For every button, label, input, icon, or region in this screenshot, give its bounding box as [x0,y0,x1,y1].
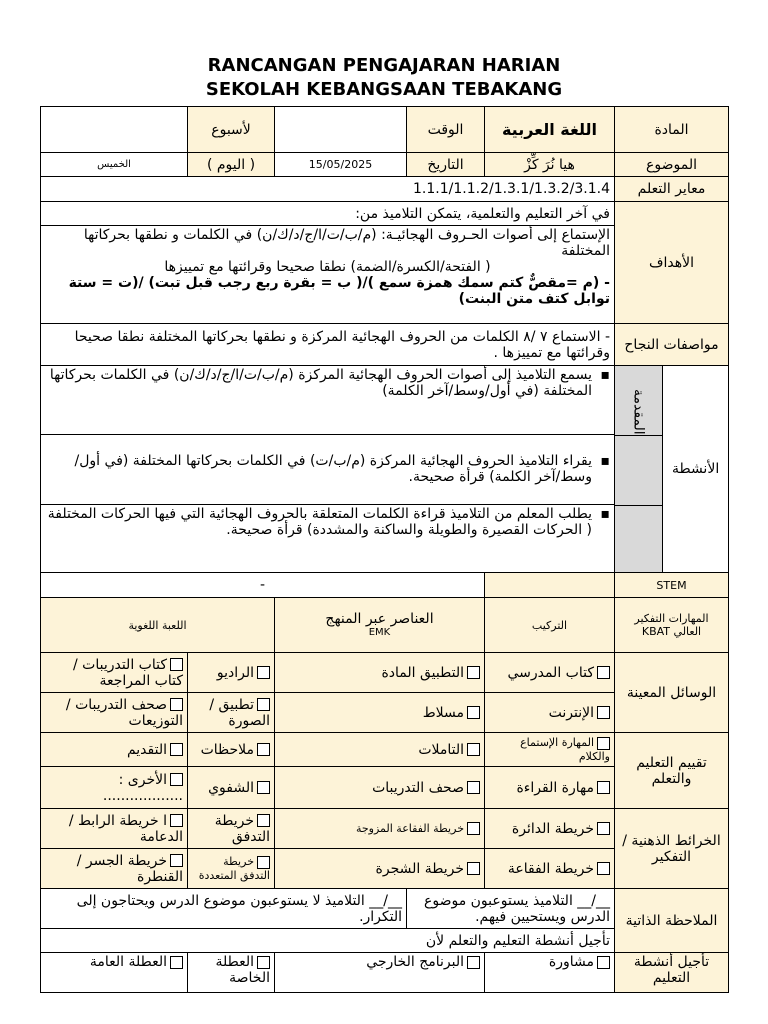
objectives-body [41,226,615,324]
skills-item-1: التركيب [485,598,615,653]
date-value: 15/05/2025 [275,153,407,177]
checkbox[interactable] [597,781,610,794]
checkbox[interactable] [467,781,480,794]
postpone-option[interactable]: العطلة الخاصة [188,953,275,993]
checkbox[interactable] [597,822,610,835]
assessment-option[interactable]: التاملات [275,733,485,767]
standards-label: معاير التعلم [615,177,729,202]
postpone-option[interactable]: مشاورة [485,953,615,993]
aid-option[interactable]: الإنترنت [485,693,615,733]
skills-item-2-sub: EMK [368,627,391,638]
reflection-label: الملاحظة الذاتية [615,889,729,953]
date-label: التاريخ [407,153,485,177]
assessment-label: تقييم التعليم والتعلم [615,733,729,809]
map-option[interactable]: خريطة التدفق المتعددة [188,849,275,889]
checkbox[interactable] [597,666,610,679]
objective-line-1: الإستماع إلى أصوات الحـروف الهجائيـة: (م/ب/ت/ا/ج/د/ك/ن) في الكلمات و نطقها بحركاتها المختلفة [83,227,610,259]
assessment-option[interactable]: المهارة الإستماع والكلام [485,733,615,767]
activities-label-cell [615,366,729,573]
aid-option[interactable]: الراديو [188,653,275,693]
objectives-label: الأهداف [615,202,729,324]
postpone-option[interactable]: العطلة العامة [41,953,188,993]
checkbox[interactable] [170,956,183,969]
reflection-negative: __/__ التلاميذ لا يستوعبون موضوع الدرس ويحتاجون إلى التكرار. [41,889,407,929]
checkbox[interactable] [467,706,480,719]
checkbox[interactable] [597,862,610,875]
map-option[interactable]: خريطة الجسر / القنطرة [41,849,188,889]
activities-stage-column [615,366,663,572]
activity-step-1: ▪ يسمع التلاميذ إلى أصوات الحروف الهجائية المركزة (م/ب/ت/ا/ج/د/ك/ن) في الكلمات بحركاتها المختلفة (في أول/وسط/آخر الكلمة) [41,366,615,435]
stem-spacer [485,573,615,598]
day-value: الخميس [41,153,188,177]
map-option[interactable]: ا خريطة الرابط / الدعامة [41,809,188,849]
activity-text-1: يسمع التلاميذ إلى أصوات الحروف الهجائية المركزة (م/ب/ت/ا/ج/د/ك/ن) في الكلمات بحركاتها المختلفة (في أول/وسط/آخر الكلمة) [49,367,592,399]
topic-label: الموضوع [615,153,729,177]
week-label: لأسبوع [188,107,275,153]
activity-text-2: يقراء التلاميذ الحروف الهجائية المركزة (م/ب/ت) في الكلمات بحركاتها المختلفة (في أول/وسط/آخر الكلمة) قرأة صحيحة. [74,453,592,486]
objective-line-3: - (م =مقصٌّ كتم سمك همزة سمع )/( ب = بقرة ربع رجب قبل تبت) /(ت = ستة توابل كتف متن البنت) [68,275,610,307]
activity-step-2: ▪ يقراء التلاميذ الحروف الهجائية المركزة (م/ب/ت) في الكلمات بحركاتها المختلفة (في أول/وسط/آخر الكلمة) قرأة صحيحة. [41,435,615,504]
week-value [41,107,188,153]
checkbox[interactable] [467,822,480,835]
map-option[interactable]: خريطة الدائرة [485,809,615,849]
checkbox[interactable] [467,862,480,875]
stem-label: STEM [615,573,729,598]
aid-option[interactable]: كتاب المدرسي [485,653,615,693]
subject-value: اللغة العربية [485,107,615,153]
standards-value: 1.1.1/1.1.2/1.3.1/1.3.2/3.1.4 [41,177,615,202]
checkbox[interactable] [170,854,183,867]
checkbox[interactable] [170,814,183,827]
checkbox[interactable] [597,706,610,719]
skills-label: المهارات التفكير العالي KBAT [615,598,729,653]
aid-option[interactable]: مسلاط [275,693,485,733]
activities-intro-label: المقدمة [630,389,647,435]
postpone-label: تأجيل أنشطة التعليم [615,953,729,993]
checkbox[interactable] [597,956,610,969]
postpone-option[interactable]: البرنامج الخارجي [275,953,485,993]
checkbox[interactable] [257,698,270,711]
time-value [275,107,407,153]
criteria-text: - الاستماع ٧ /٨ الكلمات من الحروف الهجائية المركزة و نطقها بحركاتها المختلفة نطقا صحيحا وقرائتها مع تمييزها . [41,324,615,366]
checkbox[interactable] [257,956,270,969]
skills-item-3: اللعبة اللغوية [41,598,275,653]
assessment-option[interactable]: مهارة القراءة [485,767,615,809]
checkbox[interactable] [597,737,610,750]
criteria-label: مواصفات النجاح [615,324,729,366]
aid-option[interactable]: التطبيق المادة [275,653,485,693]
day-label: ( اليوم ) [188,153,275,177]
objective-line-2: ( الفتحة/الكسرة/الضمة) نطقا صحيحا وقرائتها مع تمييزها [164,259,491,275]
lesson-plan-table [40,106,729,993]
aid-option[interactable]: تطبيق / الصورة [188,693,275,733]
activity-step-3: ▪ يطلب المعلم من التلاميذ قراءة الكلمات المتعلقة بالحروف الهجائية التي فيها الحركات المختلفة ( الحركات القصيرة والطويلة والساكنة والمشددة) قرأة صحيحة. [41,504,615,572]
skills-item-2-text: العناصر عبر المنهج [325,611,434,627]
time-label: الوقت [407,107,485,153]
checkbox[interactable] [257,666,270,679]
maps-label: الخرائط الذهنية / التفكير [615,809,729,889]
checkbox[interactable] [257,743,270,756]
aid-option[interactable]: صحف التدريبات / التوزيعات [41,693,188,733]
subject-label: المادة [615,107,729,153]
aid-option[interactable]: كتاب التدريبات / كتاب المراجعة [41,653,188,693]
postpone-reason-line: تأجيل أنشطة التعليم والتعلم لأن [41,929,615,953]
assessment-option[interactable]: الأخرى : .................. [41,767,188,809]
assessment-option[interactable]: التقديم [41,733,188,767]
checkbox[interactable] [170,743,183,756]
map-option[interactable]: خريطة الشجرة [275,849,485,889]
checkbox[interactable] [467,743,480,756]
header-title-line2: SEKOLAH KEBANGSAAN TEBAKANG [205,79,563,100]
map-option[interactable]: خريطة التدفق [188,809,275,849]
checkbox[interactable] [467,956,480,969]
checkbox[interactable] [170,698,183,711]
objectives-intro: في آخر التعليم والتعلمية، يتمكن التلاميذ من: [41,202,615,226]
header-title-line1: RANCANGAN PENGAJARAN HARIAN [207,55,561,76]
checkbox[interactable] [170,658,183,671]
assessment-option[interactable]: صحف التدريبات [275,767,485,809]
reflection-positive: __/__ التلاميذ يستوعبون موضوع الدرس ويستحيين فيهم. [407,889,615,929]
activities-label: الأنشطة [671,461,720,477]
checkbox[interactable] [170,773,183,786]
map-option[interactable]: خريطة الفقاعة [485,849,615,889]
checkbox[interactable] [467,666,480,679]
activity-text-3: يطلب المعلم من التلاميذ قراءة الكلمات المتعلقة بالحروف الهجائية التي فيها الحركات المختلفة ( الحركات القصيرة والطويلة والساكنة والمشددة) قرأة صحيحة. [47,505,592,538]
topic-value: هيا نُرَ كِّزْ [485,153,615,177]
checkbox[interactable] [257,781,270,794]
skills-item-2 [275,598,485,653]
checkbox[interactable] [257,856,270,869]
map-option[interactable]: خريطة الفقاعة المزوجة [275,809,485,849]
assessment-option[interactable]: ملاحظات [188,733,275,767]
aids-label: الوسائل المعينة [615,653,729,733]
checkbox[interactable] [257,814,270,827]
stem-value: - [41,573,485,598]
assessment-option[interactable]: الشفوي [188,767,275,809]
